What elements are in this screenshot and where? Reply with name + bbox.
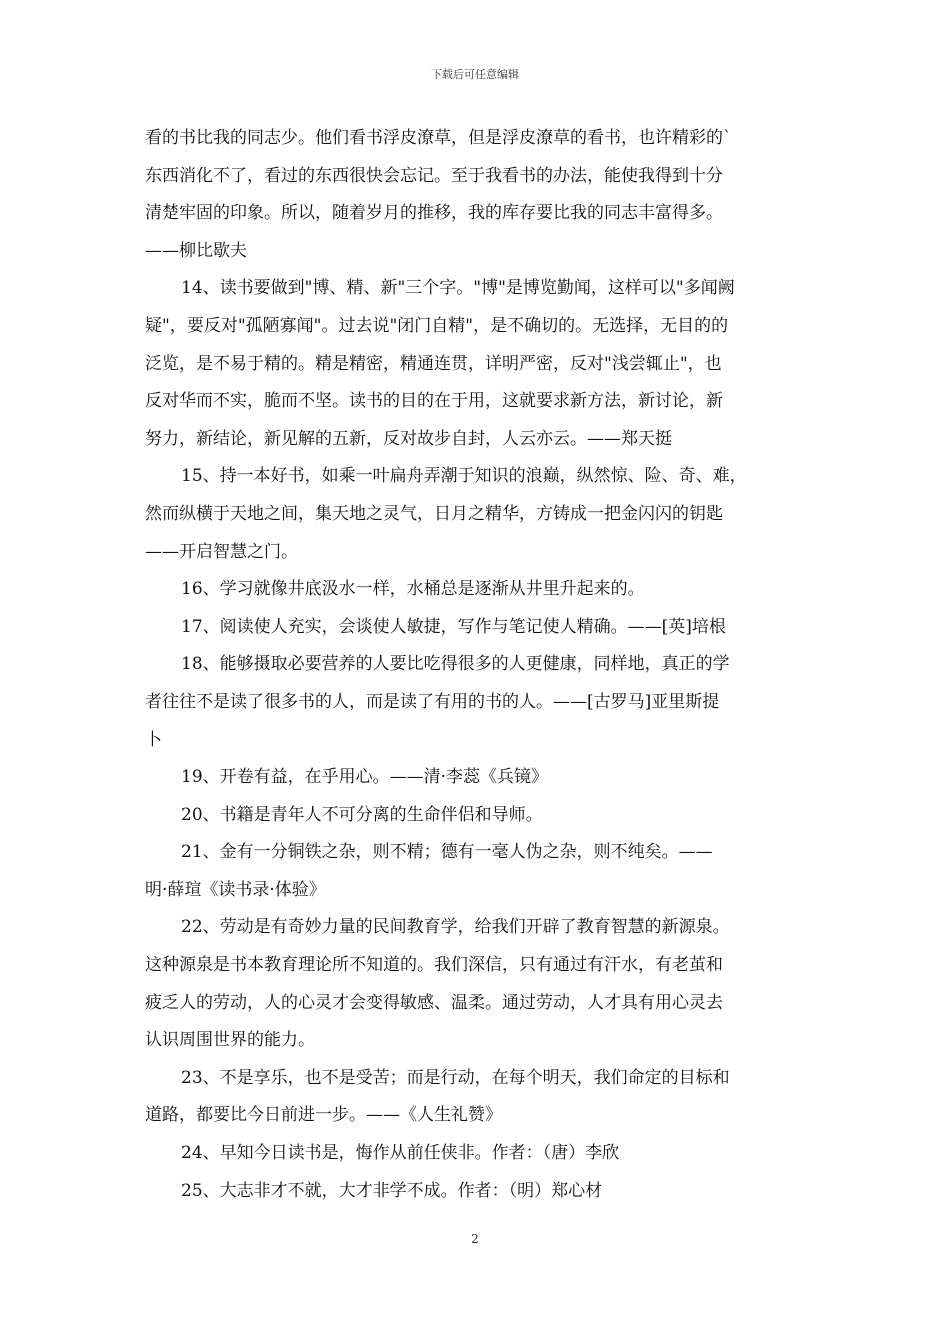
text-line: 卜 bbox=[145, 729, 162, 750]
text-line: 16、学习就像井底汲水一样，水桶总是逐渐从井里升起来的。 bbox=[181, 579, 645, 600]
text-line: ——柳比歇夫 bbox=[145, 240, 247, 261]
text-line: 14、读书要做到"博、精、新"三个字。"博"是博览勤闻，这样可以"多闻阙 bbox=[181, 278, 735, 299]
text-line: 17、阅读使人充实，会谈使人敏捷，写作与笔记使人精确。——[英]培根 bbox=[181, 616, 726, 637]
text-line: 23、不是享乐，也不是受苦；而是行动，在每个明天，我们命定的目标和 bbox=[181, 1067, 730, 1088]
text-line: 清楚牢固的印象。所以，随着岁月的推移，我的库存要比我的同志丰富得多。 bbox=[145, 203, 723, 224]
text-line: 明·薛瑄《读书录·体验》 bbox=[145, 879, 326, 900]
text-line: 东西消化不了，看过的东西很快会忘记。至于我看书的办法，能使我得到十分 bbox=[145, 165, 723, 186]
text-line: 21、金有一分铜铁之杂，则不精；德有一毫人伪之杂，则不纯矣。—— bbox=[181, 842, 713, 863]
text-line: 泛览，是不易于精的。精是精密，精通连贯，详明严密，反对"浅尝辄止"，也 bbox=[145, 353, 722, 374]
text-line: 22、劳动是有奇妙力量的民间教育学，给我们开辟了教育智慧的新源泉。 bbox=[181, 917, 730, 938]
text-line: 然而纵横于天地之间，集天地之灵气，日月之精华，方铸成一把金闪闪的钥匙 bbox=[145, 503, 723, 524]
text-line: 认识周围世界的能力。 bbox=[145, 1030, 315, 1051]
text-line: 者往往不是读了很多书的人，而是读了有用的书的人。——[古罗马]亚里斯提 bbox=[145, 691, 720, 712]
text-line: ——开启智慧之门。 bbox=[145, 541, 298, 562]
page-number: 2 bbox=[471, 1232, 479, 1246]
text-line: 24、早知今日读书是，悔作从前任侠非。作者：（唐）李欣 bbox=[181, 1143, 620, 1164]
text-line: 20、书籍是青年人不可分离的生命伴侣和导师。 bbox=[181, 804, 543, 825]
text-line: 反对华而不实，脆而不坚。读书的目的在于用，这就要求新方法，新讨论，新 bbox=[145, 391, 723, 412]
text-line: 25、大志非才不就，大才非学不成。作者：（明）郑心材 bbox=[181, 1180, 603, 1201]
text-line: 这种源泉是书本教育理论所不知道的。我们深信，只有通过有汗水，有老茧和 bbox=[145, 955, 723, 976]
text-line: 努力，新结论，新见解的五新，反对故步自封，人云亦云。——郑天挺 bbox=[145, 428, 672, 449]
body-text bbox=[145, 120, 810, 1210]
text-line: 看的书比我的同志少。他们看书浮皮潦草，但是浮皮潦草的看书，也许精彩的` bbox=[145, 128, 732, 148]
text-line: 18、能够摄取必要营养的人要比吃得很多的人更健康，同样地，真正的学 bbox=[181, 654, 730, 675]
page-header: 下载后可任意编辑 bbox=[431, 68, 519, 81]
text-line: 15、持一本好书，如乘一叶扁舟弄潮于知识的浪巅，纵然惊、险、奇、难， bbox=[181, 466, 747, 487]
text-line: 19、开卷有益，在乎用心。——清·李蕊《兵镜》 bbox=[181, 767, 549, 788]
text-line: 疲乏人的劳动，人的心灵才会变得敏感、温柔。通过劳动，人才具有用心灵去 bbox=[145, 992, 723, 1013]
text-line: 道路，都要比今日前进一步。——《人生礼赞》 bbox=[145, 1105, 502, 1126]
text-line: 疑"，要反对"孤陋寡闻"。过去说"闭门自精"，是不确切的。无选择，无目的的 bbox=[145, 315, 729, 336]
